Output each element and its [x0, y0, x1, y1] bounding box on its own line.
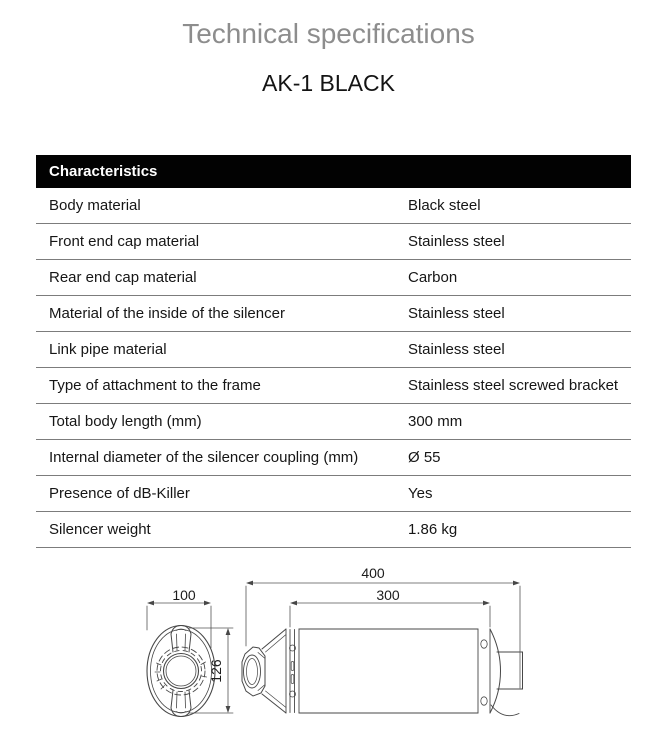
table-row — [36, 260, 631, 296]
spec-label: Total body length (mm) — [49, 413, 202, 430]
spec-value: Yes — [408, 485, 433, 502]
spec-value: Black steel — [408, 197, 481, 214]
spec-label: Internal diameter of the silencer coupling (mm) — [49, 449, 359, 466]
spec-label: Front end cap material — [49, 233, 200, 250]
technical-drawing — [0, 555, 657, 734]
table-header: Characteristics — [36, 155, 631, 188]
dim-label-end-cap-width: 100 — [172, 587, 196, 603]
dim-label-body-length: 300 — [376, 587, 400, 603]
page-title: Technical specifications — [182, 18, 475, 49]
dimension-lines — [147, 565, 520, 713]
table-row — [36, 368, 631, 404]
spec-value: Stainless steel — [408, 341, 505, 358]
table-row — [36, 512, 631, 548]
table-row — [36, 332, 631, 368]
dim-label-total-length: 400 — [361, 565, 385, 581]
spec-label: Body material — [49, 197, 141, 214]
side-view-drawing — [242, 629, 523, 716]
spec-value: Stainless steel — [408, 305, 505, 322]
spec-label: Link pipe material — [49, 341, 167, 358]
table-row — [36, 404, 631, 440]
spec-value: 1.86 kg — [408, 521, 458, 538]
spec-value: Carbon — [408, 269, 458, 286]
spec-value: Stainless steel — [408, 233, 505, 250]
spec-label: Rear end cap material — [49, 269, 197, 286]
table-row — [36, 224, 631, 260]
characteristics-table — [36, 155, 631, 548]
spec-label: Presence of dB-Killer — [49, 485, 190, 502]
table-row — [36, 296, 631, 332]
spec-value: Ø 55 — [408, 449, 441, 466]
spec-label: Type of attachment to the frame — [49, 377, 261, 394]
spec-value: 300 mm — [408, 413, 463, 430]
dim-label-end-cap-height: 126 — [208, 659, 224, 683]
table-row — [36, 476, 631, 512]
table-row — [36, 188, 631, 224]
spec-value: Stainless steel screwed bracket — [408, 377, 619, 394]
product-name: AK-1 BLACK — [262, 70, 395, 96]
spec-label: Silencer weight — [49, 521, 151, 538]
front-view-drawing — [147, 626, 215, 717]
silencer-drawing — [0, 555, 657, 734]
spec-label: Material of the inside of the silencer — [49, 305, 285, 322]
table-row — [36, 440, 631, 476]
